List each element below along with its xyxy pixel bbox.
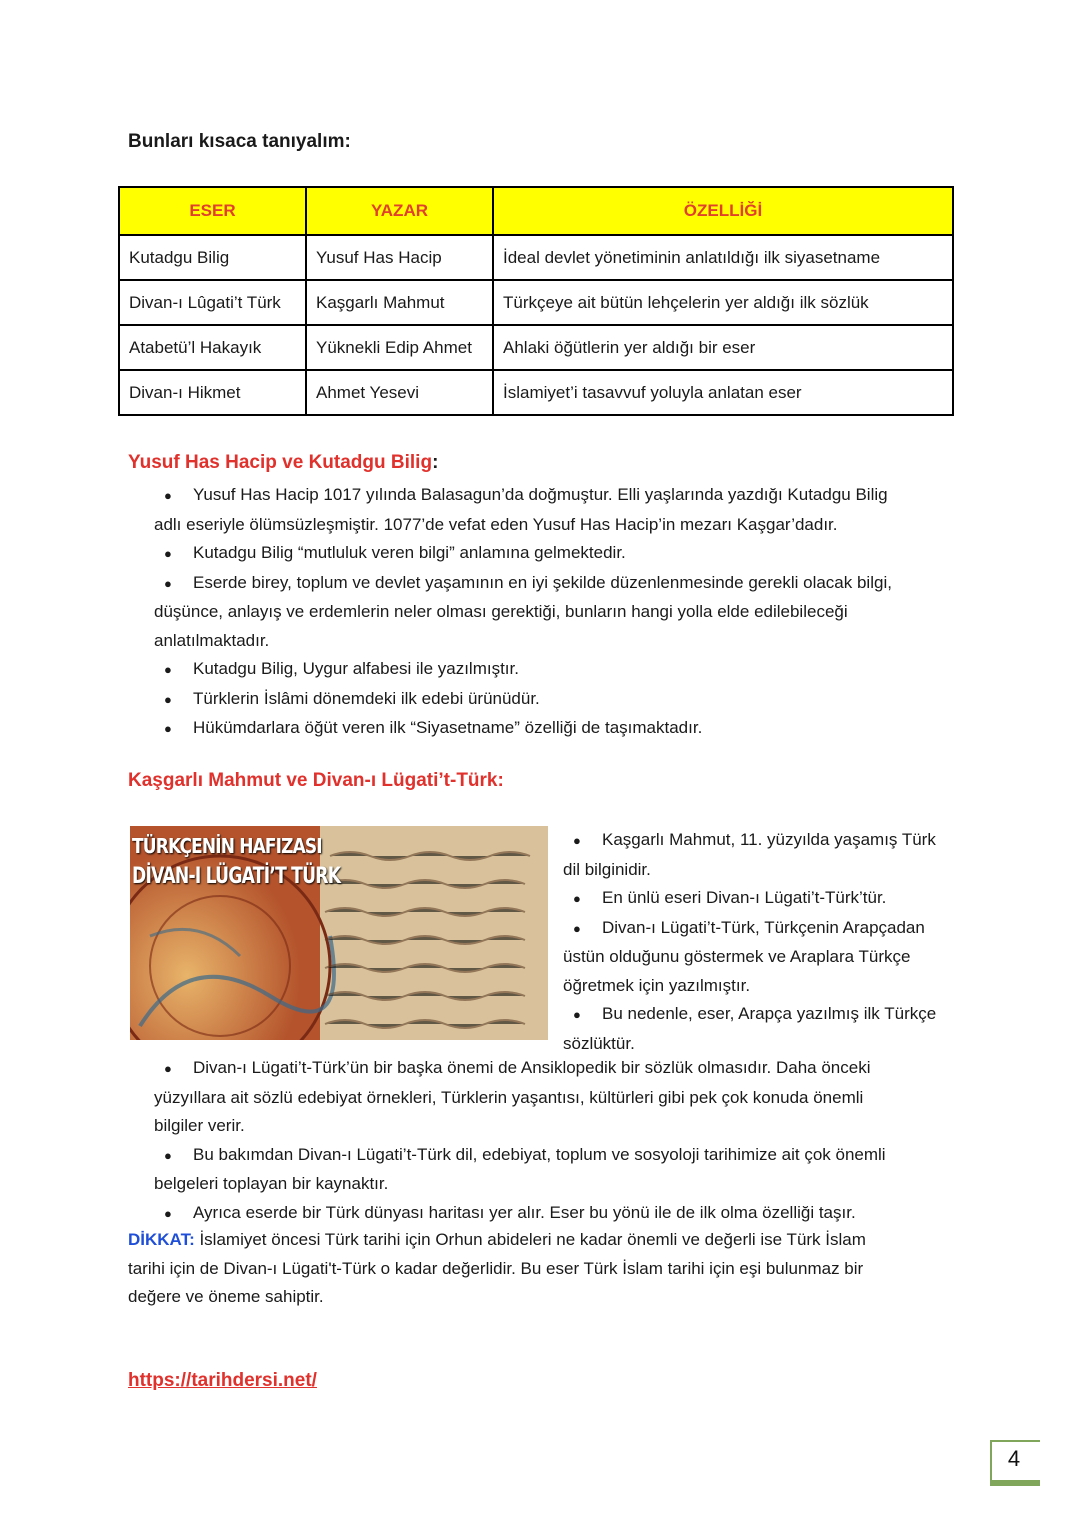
bullet-dot: ● [164, 662, 172, 677]
bullet-continuation: adlı eseriyle ölümsüzleşmiştir. 1077’de vefat eden Yusuf Has Hacip’in mezarı Kaşgar’dadır. [154, 514, 838, 534]
bullet-text: Hükümdarlara öğüt veren ilk “Siyasetname” özelliği de taşımaktadır. [193, 718, 703, 737]
bullet-text: Kutadgu Bilig “mutluluk veren bilgi” anlamına gelmektedir. [193, 543, 626, 562]
bullet-dot: ● [573, 1007, 581, 1022]
cell-eser: Atabetü’l Hakayık [119, 325, 306, 370]
bullet-text: Bu nedenle, eser, Arapça yazılmış ilk Türkçe [602, 1004, 937, 1023]
table-row [119, 280, 953, 325]
table-header-row [119, 187, 953, 235]
bullet-item [154, 714, 954, 744]
section-title-kutadgu [128, 452, 438, 474]
bullet-dot: ● [164, 546, 172, 561]
bullet-continuation: belgeleri toplayan bir kaynaktır. [154, 1174, 389, 1193]
intro-heading: Bunları kısaca tanıyalım: [128, 131, 351, 152]
section-title-text: Yusuf Has Hacip ve Kutadgu Bilig [128, 452, 433, 473]
cell-ozellik: Türkçeye ait bütün lehçelerin yer aldığı ilk sözlük [493, 280, 953, 325]
bullet-item [154, 539, 954, 569]
bullet-text: Divan-ı Lügati’t-Türk’ün bir başka önemi de Ansiklopedik bir sözlük olmasıdır. Daha önceki [193, 1058, 871, 1077]
table-row [119, 325, 953, 370]
bullet-continuation: anlatılmaktadır. [154, 630, 270, 650]
cell-yazar: Ahmet Yesevi [306, 370, 493, 415]
section-title-divan: Kaşgarlı Mahmut ve Divan-ı Lügati’t-Türk: [128, 770, 504, 791]
col-header-ozellik: ÖZELLİĞİ [493, 187, 953, 235]
bullet-item [563, 884, 963, 914]
dikkat-text-2: tarihi için de Divan-ı Lügati't-Türk o kadar değerlidir. Bu eser Türk İslam tarihi için eşi bulunmaz bir [128, 1258, 864, 1278]
page-number: 4 [1007, 1446, 1021, 1471]
cell-yazar: Yusuf Has Hacip [306, 235, 493, 280]
bullet-continuation: öğretmek için yazılmıştır. [563, 975, 751, 995]
bullet-text: Ayrıca eserde bir Türk dünyası haritası yer alır. Eser bu yönü ile de ilk olma özelliği taşır. [193, 1202, 856, 1222]
cell-eser: Divan-ı Hikmet [119, 370, 306, 415]
bullet-dot: ● [164, 1061, 172, 1076]
bullet-dot: ● [164, 691, 172, 707]
manuscript-illustration [130, 826, 548, 1040]
bullet-item [154, 685, 954, 715]
bullet-dot: ● [573, 920, 581, 936]
bullet-dot: ● [573, 891, 581, 906]
bullet-continuation: bilgiler verir. [154, 1116, 245, 1135]
bullet-list [154, 1054, 954, 1228]
bullet-text: Türklerin İslâmi dönemdeki ilk edebi ürünüdür. [193, 688, 540, 708]
bullet-text: Divan-ı Lügati’t-Türk, Türkçenin Arapçadan [602, 917, 925, 937]
table-row [119, 235, 953, 280]
bullet-list [154, 481, 954, 744]
kutadgu-bullets [154, 481, 954, 744]
cell-ozellik: İdeal devlet yönetiminin anlatıldığı ilk siyasetname [493, 235, 953, 280]
cell-ozellik: İslamiyet’i tasavvuf yoluyla anlatan eser [493, 370, 953, 415]
source-link[interactable]: https://tarihdersi.net/ [128, 1370, 317, 1391]
bullet-dot: ● [164, 488, 172, 503]
bullet-list [563, 826, 963, 1058]
works-table [118, 186, 954, 416]
bullet-dot: ● [164, 721, 172, 736]
bullet-text: Kaşgarlı Mahmut, 11. yüzyılda yaşamış Türk [602, 830, 936, 849]
col-header-eser: ESER [119, 187, 306, 235]
cover-title-line2: DİVAN-I LÜGATİ’T TÜRK [132, 864, 341, 889]
bullet-dot: ● [573, 833, 581, 848]
bullet-item [154, 1199, 954, 1229]
cell-ozellik: Ahlaki öğütlerin yer aldığı bir eser [493, 325, 953, 370]
dikkat-note [128, 1226, 958, 1312]
table-row [119, 370, 953, 415]
bullet-item [563, 826, 963, 884]
section-title-colon: : [432, 452, 439, 473]
page-number-top-rule [990, 1440, 1040, 1442]
bullet-text: En ünlü eseri Divan-ı Lügati’t-Türk’tür. [602, 888, 887, 907]
bullet-continuation: düşünce, anlayış ve erdemlerin neler olması gerektiği, bunların hangi yolla elde edilebileceği [154, 602, 848, 621]
page-number-bottom-rule [990, 1480, 1040, 1486]
bullet-dot: ● [164, 1205, 172, 1221]
bullet-item [154, 569, 954, 656]
bullet-continuation: yüzyıllara ait sözlü edebiyat örnekleri, Türklerin yaşantısı, kültürleri gibi pek çok konuda önemli [154, 1087, 864, 1107]
bullet-text: Eserde birey, toplum ve devlet yaşamının en iyi şekilde düzenlenmesinde gerekli olacak bilgi, [193, 572, 892, 592]
cover-title-line1: TÜRKÇENİN HAFIZASI [132, 834, 322, 858]
bullet-continuation: sözlüktür. [563, 1033, 635, 1053]
divan-bullets [154, 1054, 954, 1228]
bullet-item [563, 1000, 963, 1058]
cell-eser: Divan-ı Lûgati’t Türk [119, 280, 306, 325]
bullet-continuation: üstün olduğunu göstermek ve Araplara Türkçe [563, 947, 911, 966]
cell-eser: Kutadgu Bilig [119, 235, 306, 280]
bullet-text: Yusuf Has Hacip 1017 yılında Balasagun’da doğmuştur. Elli yaşlarında yazdığı Kutadgu Bilig [193, 485, 888, 504]
dikkat-label: DİKKAT: [128, 1230, 195, 1249]
divan-side-bullets [563, 826, 963, 1058]
bullet-dot: ● [164, 575, 172, 591]
bullet-text: Kutadgu Bilig, Uygur alfabesi ile yazılmıştır. [193, 659, 519, 678]
bullet-item [154, 1054, 954, 1141]
page-number-box [990, 1440, 1040, 1486]
bullet-dot: ● [164, 1147, 172, 1163]
cell-yazar: Yüknekli Edip Ahmet [306, 325, 493, 370]
dikkat-text-3: değere ve öneme sahiptir. [128, 1287, 324, 1306]
bullet-item [154, 481, 954, 539]
col-header-yazar: YAZAR [306, 187, 493, 235]
bullet-item [154, 1141, 954, 1199]
cell-yazar: Kaşgarlı Mahmut [306, 280, 493, 325]
bullet-item [563, 914, 963, 1001]
divan-cover-image [130, 826, 548, 1040]
bullet-item [154, 655, 954, 685]
bullet-text: Bu bakımdan Divan-ı Lügati’t-Türk dil, edebiyat, toplum ve sosyoloji tarihimize ait çok önemli [193, 1144, 886, 1164]
dikkat-text-1: İslamiyet öncesi Türk tarihi için Orhun abideleri ne kadar önemli ve değerli ise Türk İslam [194, 1230, 866, 1249]
bullet-continuation: dil bilginidir. [563, 859, 651, 879]
